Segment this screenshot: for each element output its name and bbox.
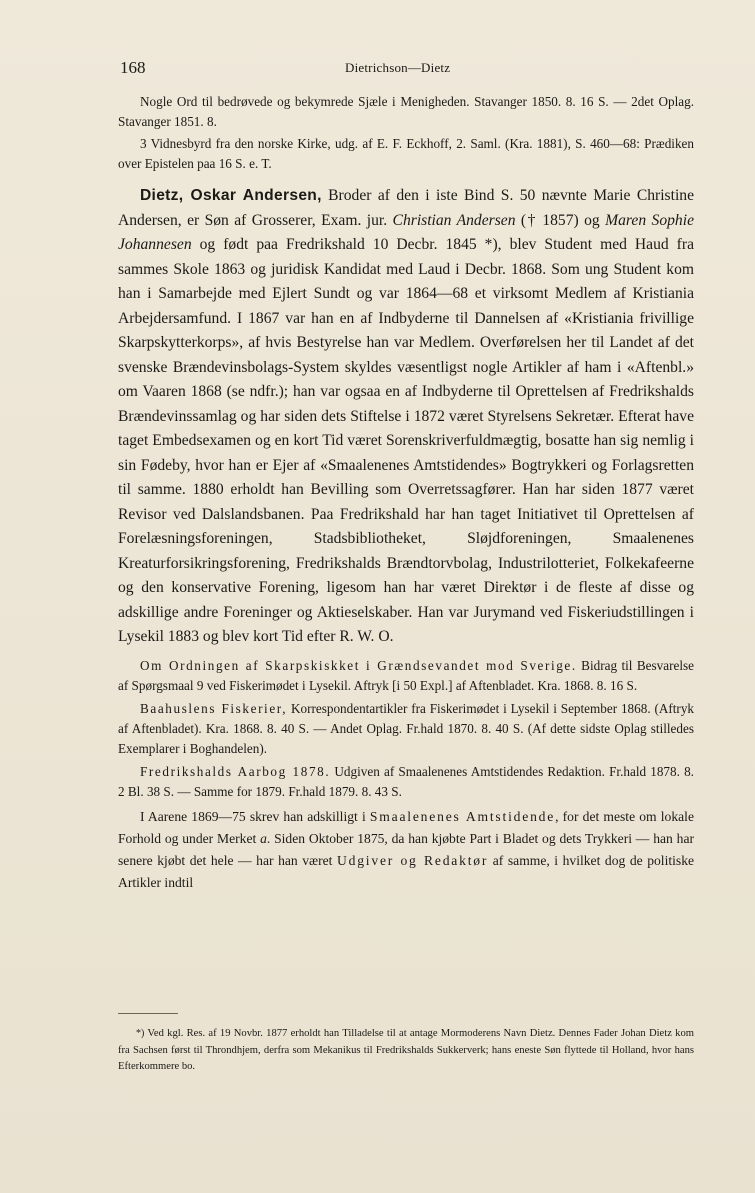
- footnote: [118, 1026, 694, 1076]
- work-details: Udgiven af Smaalenenes Amtstidendes Redaktion. Fr.hald 1878. 8. 2 Bl. 38 S. — Samme for 1879. Fr.hald 1879. 8. 43 S.: [118, 763, 694, 799]
- later-text-3: . Siden Oktober 1875, da han kjøbte Part i Bladet og dets Trykkeri — han har senere kjøbt det hele — har han været: [118, 830, 695, 868]
- running-head: Dietrichson—Dietz: [345, 60, 451, 75]
- works-list: [118, 656, 694, 802]
- later-career-paragraph: [118, 806, 694, 894]
- prior-work-1: Nogle Ord til bedrøvede og bekymrede Sjæle i Menigheden. Stavanger 1850. 8. 16 S. — 2det Oplag. Stavanger 1851. 8.: [118, 94, 694, 129]
- entry-text-3: og født paa Fredrikshald 10 Decbr. 1845 *), blev Student med Haud fra sammes Skole 1863 og juridisk Kandidat med Laud i Decbr. 1868. Som ung Student kom han i Samarbejde med Ejlert Sundt og var 1864—68 et virksomt Medlem af Kristiania Arbejdersamfund. I 1867 var han en af Indbyderne til Dannelsen af «Kristiania frivillige Skarpskytterkorps», af hvis Bestyrelse han var Medlem. Overførelsen her til Landet af det svenske Brændevinsbolags-System skyldes væsentligst nogle Artikler af ham i «Aftenbl.» om Vaaren 1868 (se ndfr.); han var ogsaa en af Indbyderne til Oprettelsen af Fredrikshalds Brændevinssamlag og har siden dets Stiftelse i 1872 været Styrelsens Sekretær. Efterat have taget Embedsexamen og en kort Tid været Sorenskriverfuldmægtig, bosatte han sig nemlig i sin Fødeby, hvor han er Ejer af «Smaalenenes Amtstidendes» Bogtrykkeri og Forlagsretten til samme. 1880 erholdt han Bevilling som Overretssagfører. Han har siden 1877 været Revisor ved Dalslandsbanen. Paa Fredrikshald har han taget Initiativet til Oprettelsen af Forelæsningsforeningen, Stadsbibliotheket, Sløjdforeningen, Smaalenenes Kreaturforsikringsforening, Fredrikshalds Brændtorvbolag, Industrilotteriet, Folkekafeerne og den konservative Forening, ligesom han har været Direktør i de fleste af disse og adskillige andre Foreninger og Aktieselskaber. Han var Jurymand ved Fiskeriudstillingen i Lysekil 1883 og blev kort Tid efter R. W. O.: [118, 236, 694, 645]
- footnote-text: [118, 1026, 694, 1076]
- parent-name-1: Christian Andersen: [392, 211, 516, 229]
- parent-name-2: Maren Sophie Johannesen: [118, 211, 694, 253]
- pen-mark: a: [260, 830, 267, 846]
- biography-entry: [118, 184, 694, 650]
- footnote-marker: *): [136, 1028, 145, 1039]
- later-text-1: I Aarene 1869—75 skrev han adskilligt i: [140, 808, 370, 824]
- work-title: Fredrikshalds Aarbog 1878.: [140, 763, 331, 779]
- work-details: Bidrag til Besvarelse af Spørgsmaal 9 ved Fiskerimødet i Lysekil. Aftryk [i 50 Expl.] af Aftenbladet. Kra. 1868. 8. 16 S.: [118, 657, 694, 693]
- footnote-body: Ved kgl. Res. af 19 Novbr. 1877 erholdt han Tilladelse til at antage Mormoderens Navn Dietz. Dennes Fader Johan Dietz kom fra Sachsen først til Throndhjem, derfra som Mekanikus til Fredrikshalds Sukkerverk; hans eneste Søn flyttede til Holland, hvor hans Efterkommere bo.: [118, 1028, 694, 1072]
- later-text-2: , for det meste om lokale Forhold og under Merket: [118, 808, 694, 846]
- prior-work-2: 3 Vidnesbyrd fra den norske Kirke, udg. af E. F. Eckhoff, 2. Saml. (Kra. 1881), S. 460—68: Prædiken over Epistelen paa 16 S. e. T.: [118, 136, 694, 171]
- entry-text-2: († 1857) og: [515, 211, 606, 229]
- page-content: [118, 92, 694, 894]
- later-text-4: af samme, i hvilket dog de politiske Artikler indtil: [118, 852, 695, 890]
- footnote-divider: [118, 1013, 178, 1014]
- work-title: Om Ordningen af Skarpskiskket i Grændsevandet mod Sverige.: [140, 657, 577, 673]
- newspaper-name: Smaalenenes Amtstidende: [369, 808, 556, 824]
- work-item: [118, 656, 694, 696]
- entry-name: Dietz, Oskar Andersen,: [140, 187, 322, 204]
- role-title: Udgiver og Redaktør: [336, 852, 489, 868]
- work-details: Korrespondentartikler fra Fiskerimødet i Lysekil i September 1868. (Aftryk af Aftenbladet). Kra. 1868. 8. 40 S. — Andet Oplag. Fr.hald 1870. 8. 40 S. (Af dette sidste Oplag stilledes Exemplarer i Boghandelen).: [118, 700, 695, 756]
- entry-text-1: Broder af den i iste Bind S. 50 nævnte Marie Christine Andersen, er Søn af Grosserer, Exam. jur.: [118, 187, 694, 229]
- work-item: [118, 762, 694, 802]
- page-number: 168: [120, 58, 146, 77]
- work-title: Baahuslens Fiskerier,: [140, 700, 288, 716]
- work-item: [118, 699, 694, 759]
